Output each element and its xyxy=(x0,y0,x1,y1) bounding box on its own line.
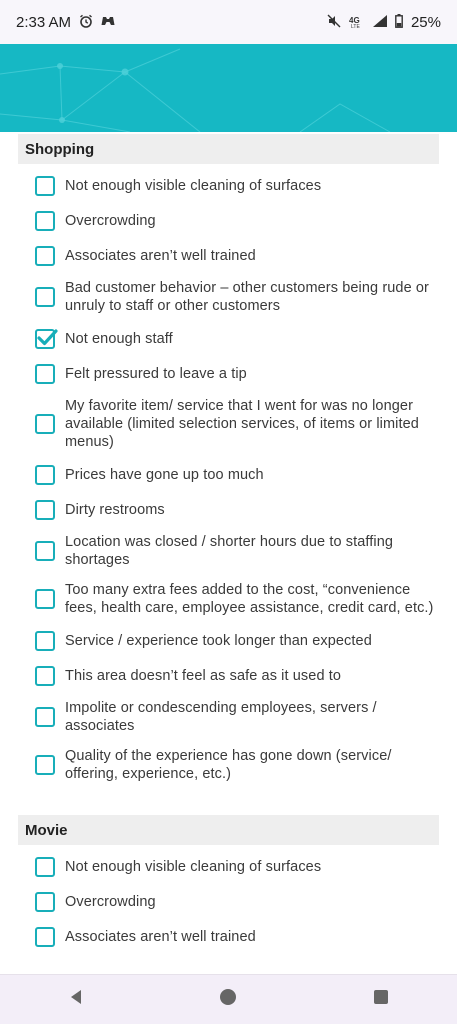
navigation-bar xyxy=(0,974,457,1024)
status-left xyxy=(16,14,115,31)
checkbox[interactable] xyxy=(35,892,55,912)
recents-icon xyxy=(373,989,389,1010)
checkbox-option[interactable] xyxy=(0,919,457,954)
checkbox[interactable] xyxy=(35,927,55,947)
checkbox[interactable] xyxy=(35,364,55,384)
checkbox-checked[interactable] xyxy=(35,329,55,349)
mute-icon xyxy=(327,14,341,31)
checkbox-option[interactable] xyxy=(0,356,457,391)
option-list xyxy=(0,168,457,789)
signal-icon xyxy=(373,15,387,30)
option-label: Location was closed / shorter hours due to staffing shortages xyxy=(65,534,394,568)
battery-icon xyxy=(395,14,403,31)
option-label: Not enough visible cleaning of surfaces xyxy=(65,177,322,194)
home-icon xyxy=(219,988,237,1011)
checkbox-option[interactable] xyxy=(0,623,457,658)
status-bar xyxy=(0,0,457,44)
checkbox[interactable] xyxy=(35,857,55,877)
back-icon xyxy=(67,988,85,1011)
checkbox[interactable] xyxy=(35,500,55,520)
checkbox-option[interactable] xyxy=(0,884,457,919)
checkbox[interactable] xyxy=(35,465,55,485)
checkbox-option[interactable] xyxy=(0,575,457,623)
checkbox-option[interactable] xyxy=(0,203,457,238)
4g-lte-icon xyxy=(349,14,365,31)
option-list xyxy=(0,849,457,954)
battery-percent: 25% xyxy=(410,13,441,31)
option-label: Quality of the experience has gone down (service/ offering, experience, etc.) xyxy=(65,748,392,782)
option-label: Service / experience took longer than expected xyxy=(65,632,372,649)
checkbox[interactable] xyxy=(35,541,55,561)
status-time: 2:33 AM xyxy=(16,13,72,31)
checkbox-option[interactable] xyxy=(0,168,457,203)
checkbox[interactable] xyxy=(35,666,55,686)
checkbox-option[interactable] xyxy=(0,391,457,457)
svg-text:LTE: LTE xyxy=(350,23,360,28)
header-banner xyxy=(0,44,457,132)
section-movie xyxy=(0,815,457,954)
section-header: Movie xyxy=(18,815,439,845)
survey-content xyxy=(0,132,457,974)
checkmark-icon xyxy=(36,328,58,348)
checkbox-option[interactable] xyxy=(0,741,457,789)
checkbox[interactable] xyxy=(35,707,55,727)
option-label: Prices have gone up too much xyxy=(65,466,264,483)
option-label: Too many extra fees added to the cost, “convenience fees, health care, employee assistance, credit card, etc.) xyxy=(65,582,434,616)
checkbox[interactable] xyxy=(35,755,55,775)
option-label: Bad customer behavior – other customers being rude or unruly to staff or other customers xyxy=(65,280,429,314)
home-button[interactable] xyxy=(208,980,248,1020)
recents-button[interactable] xyxy=(361,980,401,1020)
option-label: Associates aren’t well trained xyxy=(65,928,256,945)
checkbox-option[interactable] xyxy=(0,527,457,575)
checkbox-option[interactable] xyxy=(0,849,457,884)
section-header: Shopping xyxy=(18,134,439,164)
checkbox-option[interactable] xyxy=(0,457,457,492)
checkbox[interactable] xyxy=(35,287,55,307)
option-label: My favorite item/ service that I went for was no longer available (limited selection services, of items or limited menus) xyxy=(65,398,419,450)
checkbox[interactable] xyxy=(35,211,55,231)
option-label: Impolite or condescending employees, servers / associates xyxy=(65,700,377,734)
checkbox-option[interactable] xyxy=(0,492,457,527)
checkbox-option[interactable] xyxy=(0,658,457,693)
checkbox[interactable] xyxy=(35,176,55,196)
section-shopping xyxy=(0,134,457,789)
option-label: Felt pressured to leave a tip xyxy=(65,365,247,382)
option-label: Dirty restrooms xyxy=(65,501,165,518)
checkbox-option[interactable] xyxy=(0,321,457,356)
checkbox[interactable] xyxy=(35,414,55,434)
option-label: Overcrowding xyxy=(65,212,156,229)
svg-text:4G: 4G xyxy=(348,15,360,25)
checkbox[interactable] xyxy=(35,246,55,266)
checkbox-option[interactable] xyxy=(0,238,457,273)
option-label: Associates aren’t well trained xyxy=(65,247,256,264)
option-label: This area doesn’t feel as safe as it used to xyxy=(65,667,342,684)
option-label: Overcrowding xyxy=(65,893,156,910)
option-label: Not enough staff xyxy=(65,330,173,347)
checkbox[interactable] xyxy=(35,631,55,651)
status-right xyxy=(327,14,441,31)
network-pattern-graphic xyxy=(0,44,457,132)
back-button[interactable] xyxy=(56,980,96,1020)
game-controller-icon xyxy=(101,15,115,30)
checkbox[interactable] xyxy=(35,589,55,609)
checkbox-option[interactable] xyxy=(0,693,457,741)
section-spacer xyxy=(0,789,457,813)
alarm-icon xyxy=(79,14,93,31)
checkbox-option[interactable] xyxy=(0,273,457,321)
option-label: Not enough visible cleaning of surfaces xyxy=(65,858,322,875)
